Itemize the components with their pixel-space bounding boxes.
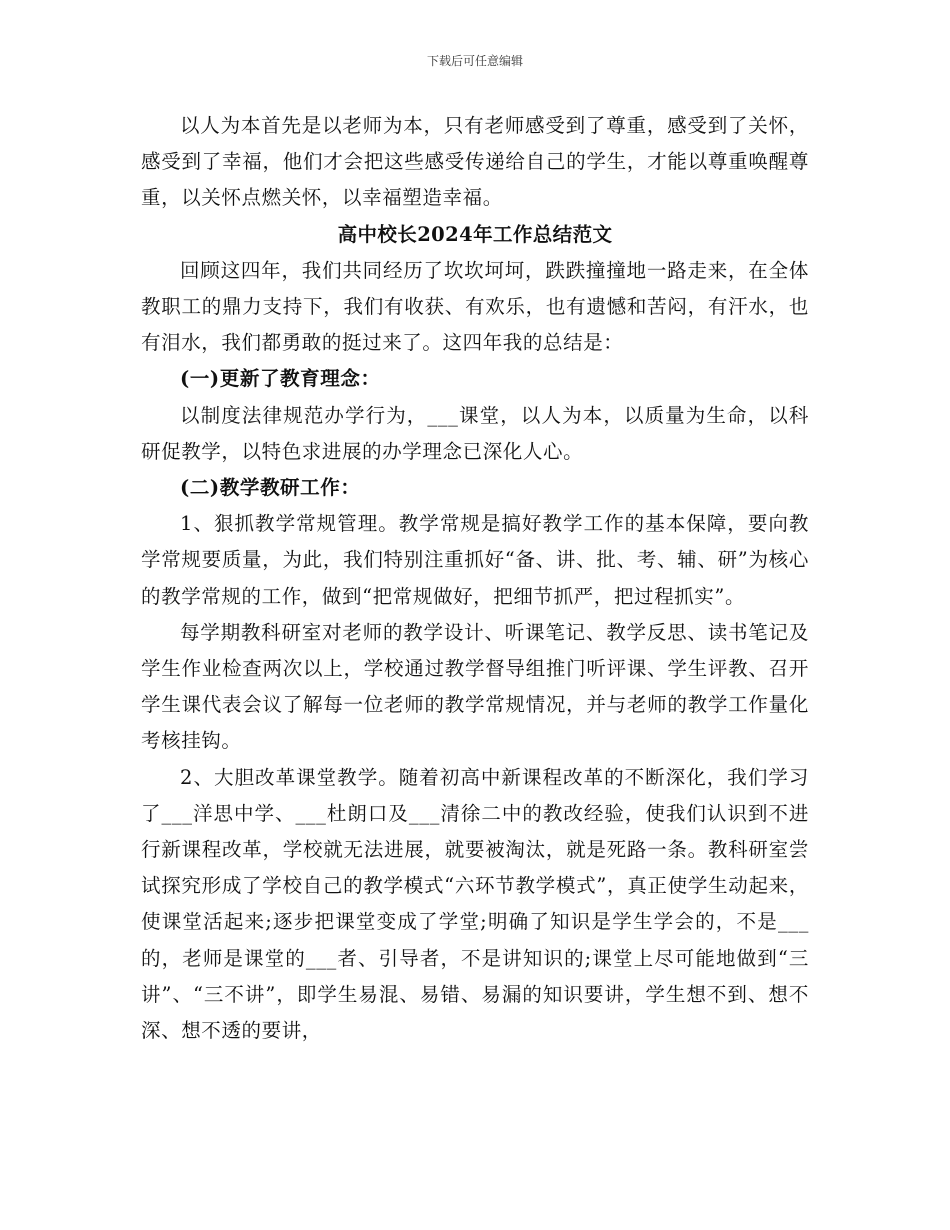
paragraph: 每学期教科研室对老师的教学设计、听课笔记、教学反思、读书笔记及学生作业检查两次以上，学校通过教学督导组推门听评课、学生评教、召开学生课代表会议了解每一位老师的教学常规情况，并与老师的教学工作量化考核挂钩。 [141, 620, 809, 753]
section-title: 高中校长2024年工作总结范文 [337, 222, 613, 246]
paragraph: 1、狠抓教学常规管理。教学常规是搞好教学工作的基本保障，要向教学常规要质量，为此，我们特别注重抓好“备、讲、批、考、辅、研”为核心的教学常规的工作，做到“把常规做好，把细节抓严，把过程抓实”。 [141, 512, 809, 608]
paragraph: 2、大胆改革课堂教学。随着初高中新课程改革的不断深化，我们学习了___洋思中学、___杜朗口及___清徐二中的教改经验，使我们认识到不进行新课程改革，学校就无法进展，就要被淘汰，就是死路一条。教科研室尝试探究形成了学校自己的教学模式“六环节教学模式”，真正使学生动起来，使课堂活起来;逐步把课堂变成了学堂;明确了知识是学生学会的，不是___的，老师是课堂的___者、引导者，不是讲知识的;课堂上尽可能地做到“三讲”、“三不讲”，即学生易混、易错、易漏的知识要讲，学生想不到、想不深、想不透的要讲， [141, 765, 809, 1043]
paragraph: 回顾这四年，我们共同经历了坎坎坷坷，跌跌撞撞地一路走来，在全体教职工的鼎力支持下，我们有收获、有欢乐，也有遗憾和苦闷，有汗水，也有泪水，我们都勇敢的挺过来了。这四年我的总结是： [141, 258, 809, 355]
page-header: 下载后可任意编辑 [426, 54, 523, 68]
subheading: (二)教学教研工作： [180, 476, 361, 500]
subheading: (一)更新了教育理念： [180, 367, 381, 391]
paragraph: 以人为本首先是以老师为本，只有老师感受到了尊重，感受到了关怀，感受到了幸福，他们才会把这些感受传递给自己的学生，才能以尊重唤醒尊重，以关怀点燃关怀，以幸福塑造幸福。 [141, 114, 809, 210]
paragraph: 以制度法律规范办学行为，___课堂，以人为本，以质量为生命，以科研促教学，以特色求进展的办学理念已深化人心。 [141, 403, 809, 463]
document-body [141, 108, 809, 1049]
